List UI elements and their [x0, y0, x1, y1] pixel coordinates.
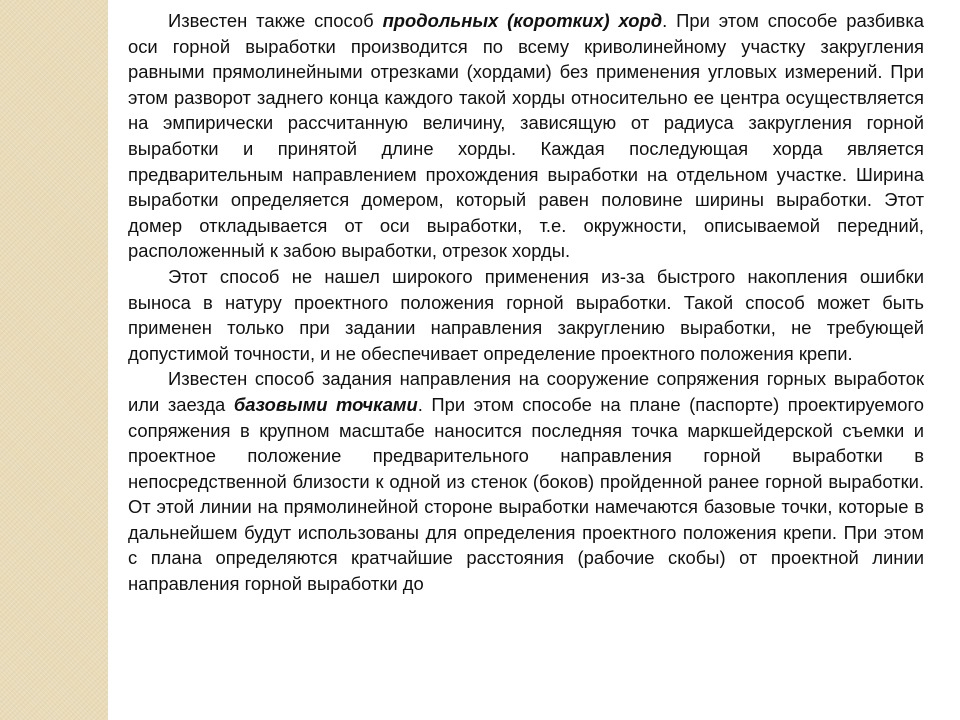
paragraph-limitations — [128, 264, 924, 366]
paragraph-base-points — [128, 366, 924, 596]
paragraph-1-lead: Известен также способ — [168, 10, 383, 31]
paragraph-1-body: . При этом способе разбивка оси горной выработки производится по всему криволинейному участку закругления равными прямолинейными отрезками (хордами) без применения угловых измерений. При этом разворот заднего конца каждого такой хорды относительно ее центра осуществляется на эмпирически рассчитанную величину, зависящую от радиуса закругления горной выработки и принятой длине хорды. Каждая последующая хорда является предварительным направлением прохождения выработки на отдельном участке. Ширина выработки определяется домером, который равен половине ширины выработки. Этот домер откладывается от оси выработки, т.е. окружности, описываемой передний, расположенный к забою выработки, отрезок хорды. — [128, 10, 924, 262]
text-body — [128, 8, 924, 597]
paragraph-chords — [128, 8, 924, 264]
paragraph-3-body: . При этом способе на плане (паспорте) проектируемого сопряжения в крупном масштабе наносится последняя точка маркшейдерской съемки и проектное положение предварительного направления горной выработки в непосредственной близости к одной из стенок (боков) пройденной ранее горной выработки. От этой линии на прямолинейной стороне выработки намечаются базовые точки, которые в дальнейшем будут использованы для определения проектного положения крепи. При этом с плана определяются кратчайшие расстояния (рабочие скобы) от проектной линии направления горной выработки до — [128, 393, 925, 595]
term-base-points: базовыми точками — [233, 393, 418, 415]
paragraph-3-lead: Известен способ задания направления на сооружение сопряжения горных выработок или заезда — [128, 368, 924, 415]
paragraph-2-body: Этот способ не нашел широкого применения из-за быстрого накопления ошибки выноса в натуру проектного положения горной выработки. Такой способ может быть применен только при задании направления закруглению выработки, не требующей допустимой точности, и не обеспечивает определение проектного положения крепи. — [128, 265, 924, 364]
decorative-side-band — [0, 0, 108, 720]
term-chords: продольных (коротких) хорд — [382, 10, 663, 31]
